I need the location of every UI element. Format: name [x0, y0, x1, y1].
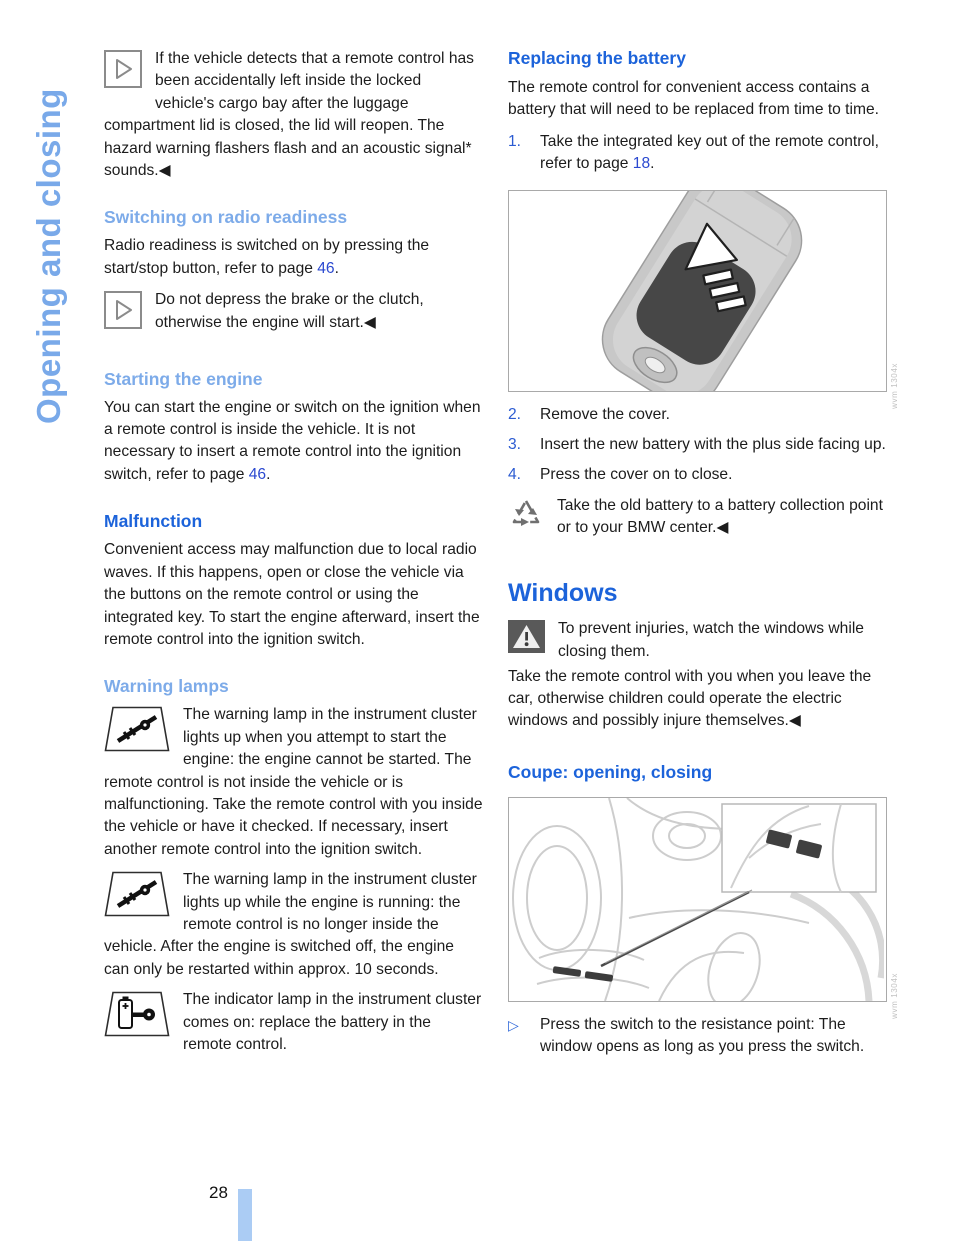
step-2 — [508, 404, 887, 426]
window-switch-figure — [508, 797, 899, 1019]
step-text: Press the cover on to close. — [540, 466, 733, 484]
para-starting-pre: You can start the engine or switch on the ignition when a remote control is inside the vehicle. It is not necessary to insert a remote control into the ignition switch, refer to page — [104, 398, 481, 483]
right-column — [508, 47, 899, 1059]
hint-note-cargo-bay — [104, 48, 483, 182]
key-warning-lamp-icon — [104, 871, 170, 924]
page-link-18[interactable]: 18 — [632, 155, 651, 173]
heading-malfunction: Malfunction — [104, 511, 203, 532]
step-text: Insert the new battery with the plus side facing up. — [540, 436, 886, 454]
warning-lamp-text: The warning lamp in the instrument cluster lights up while the engine is running: the remote control is no longer inside the vehicle. After the engine is switched off, the engine can only be restarted within approx. 10 seconds. — [104, 871, 477, 978]
footer-accent-bar — [238, 1189, 252, 1241]
recycle-note — [508, 495, 887, 542]
hint-note-brake — [104, 289, 483, 341]
para-starting-engine — [104, 397, 483, 487]
key-warning-lamp-icon — [104, 706, 170, 759]
indicator-lamp-note-battery — [104, 989, 483, 1056]
step-number: 3. — [508, 436, 522, 454]
para-radio-pre: Radio readiness is switched on by pressing the start/stop button, refer to page — [104, 237, 430, 277]
page-link-46[interactable]: 46 — [248, 465, 267, 483]
step-text: Remove the cover. — [540, 405, 671, 423]
figure-watermark: wvm 1304x — [890, 362, 899, 409]
warning-triangle-icon — [508, 620, 545, 660]
battery-key-lamp-icon — [104, 991, 170, 1044]
para-radio-post: . — [334, 259, 339, 277]
heading-replacing-the-battery: Replacing the battery — [508, 48, 686, 68]
step-text — [540, 131, 887, 176]
step-3 — [508, 434, 887, 456]
para-malfunction: Convenient access may malfunction due to local radio waves. If this happens, open or close the vehicle via the buttons on the remote control or using the integrated key. To start the engine afterward, insert the remote control into the ignition switch. — [104, 541, 480, 648]
step-4 — [508, 464, 887, 486]
para-replacing-battery: The remote control for convenient access contains a battery that will need to be replaced from time to time. — [508, 79, 879, 119]
heading-switching-radio-readiness: Switching on radio readiness — [104, 207, 348, 228]
action-text: Press the switch to the resistance point: The window opens as long as you press the switch. — [540, 1015, 865, 1056]
play-hint-icon — [104, 291, 142, 336]
figure-watermark: wvm 1304x — [890, 972, 899, 1019]
page-number: 28 — [209, 1183, 228, 1202]
heading-windows: Windows — [508, 579, 618, 608]
heading-warning-lamps: Warning lamps — [104, 676, 229, 697]
step-number: 2. — [508, 405, 522, 423]
indicator-lamp-text: The indicator lamp in the instrument cluster comes on: replace the battery in the remote control. — [183, 991, 482, 1053]
hint-note-text: If the vehicle detects that a remote control has been accidentally left inside the locked vehicle's cargo bay after the luggage compartment lid is closed, the lid will reopen. The hazard warning flashers flash and an acoustic signal* sounds.◀ — [104, 50, 474, 180]
para-windows: Take the remote control with you when you leave the car, otherwise children could operate the electric windows and possibly injure themselves.◀ — [508, 667, 872, 730]
hint-note-text: Do not depress the brake or the clutch, otherwise the engine will start.◀ — [155, 291, 424, 331]
para-starting-post: . — [266, 465, 271, 483]
page-link-46[interactable]: 46 — [317, 259, 335, 277]
warning-lamp-note-start — [104, 704, 483, 861]
recycle-icon — [508, 497, 544, 537]
windows-warning-note — [508, 618, 887, 665]
heading-coupe-opening-closing: Coupe: opening, closing — [508, 761, 713, 782]
step-1-post: . — [650, 155, 655, 173]
heading-starting-the-engine: Starting the engine — [104, 368, 263, 389]
chapter-title-vertical: Opening and closing — [30, 88, 67, 424]
play-hint-icon — [104, 50, 142, 95]
step-1 — [508, 131, 887, 176]
step-1-pre: Take the integrated key out of the remote control, refer to page — [540, 132, 879, 173]
action-press-switch — [508, 1014, 887, 1059]
warning-lamp-note-running — [104, 869, 483, 981]
step-number: 4. — [508, 466, 522, 484]
para-radio-readiness — [104, 235, 483, 280]
action-triangle-icon: ▷ — [508, 1016, 519, 1033]
warning-lamp-text: The warning lamp in the instrument cluster lights up when you attempt to start the engine: the engine cannot be started. The remote control is not inside the vehicle or is malfunctioning. Take the remote control with you inside the vehicle or have it checked. If necessary, insert another remote control into the ignition switch. — [104, 706, 483, 858]
recycle-note-text: Take the old battery to a battery collection point or to your BMW center.◀ — [557, 496, 883, 537]
remote-control-battery-figure — [508, 190, 899, 409]
left-column — [104, 48, 483, 1056]
step-number: 1. — [508, 132, 522, 150]
windows-warning-text: To prevent injuries, watch the windows while closing them. — [558, 620, 864, 660]
